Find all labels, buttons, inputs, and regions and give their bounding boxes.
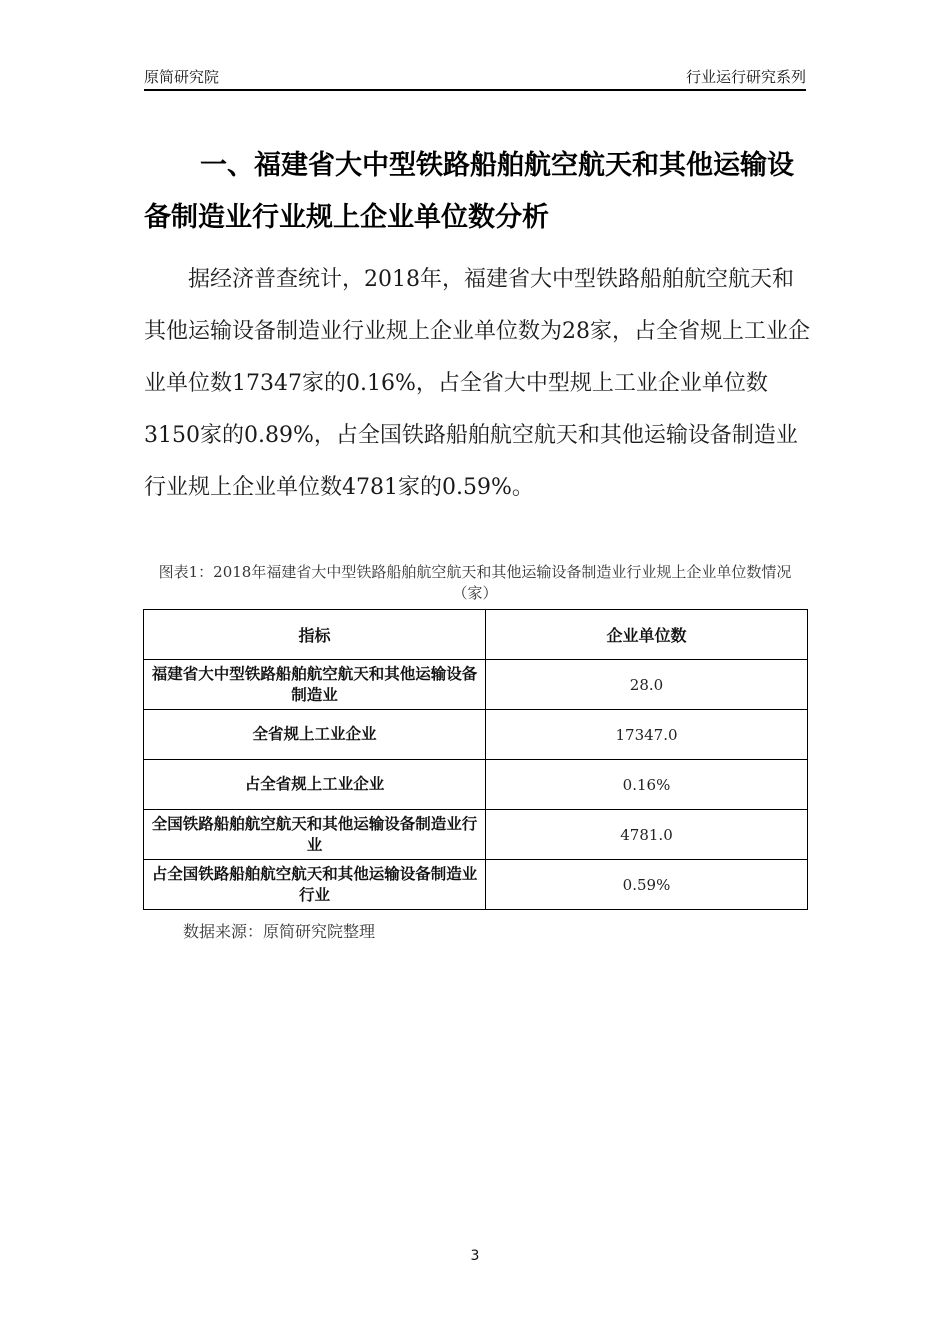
- page-number: 3: [470, 1248, 480, 1264]
- table-row: [144, 760, 808, 810]
- row-label: 福建省大中型铁路船舶航空航天和其他运输设备制造业: [144, 660, 486, 710]
- table-header-row: [144, 610, 808, 660]
- table-caption: 图表1：2018年福建省大中型铁路船舶航空航天和其他运输设备制造业行业规上企业单位数情况（家）: [158, 563, 792, 602]
- table-row: [144, 810, 808, 860]
- row-value: 4781.0: [486, 810, 808, 860]
- header-series-name: 行业运行研究系列: [685, 68, 806, 86]
- header-divider: [144, 89, 806, 91]
- header-org-name: 原简研究院: [144, 68, 220, 86]
- row-label: 全国铁路船舶航空航天和其他运输设备制造业行业: [144, 810, 486, 860]
- column-header-count: 企业单位数: [486, 610, 808, 660]
- row-value: 0.16%: [486, 760, 808, 810]
- row-value: 17347.0: [486, 710, 808, 760]
- row-value: 0.59%: [486, 860, 808, 910]
- table-row: [144, 860, 808, 910]
- row-label: 全省规上工业企业: [144, 710, 486, 760]
- data-source-note: 数据来源：原简研究院整理: [183, 922, 376, 941]
- row-label: 占全国铁路船舶航空航天和其他运输设备制造业行业: [144, 860, 486, 910]
- section-heading: 一、福建省大中型铁路船舶航空航天和其他运输设备制造业行业规上企业单位数分析: [144, 150, 794, 233]
- data-table: [143, 609, 808, 910]
- table-row: [144, 660, 808, 710]
- table-row: [144, 710, 808, 760]
- row-label: 占全省规上工业企业: [144, 760, 486, 810]
- row-value: 28.0: [486, 660, 808, 710]
- body-paragraph: 据经济普查统计，2018年，福建省大中型铁路船舶航空航天和其他运输设备制造业行业规上企业单位数为28家，占全省规上工业企业单位数17347家的0.16%，占全省大中型规上工业企业单位数3150家的0.89%，占全国铁路船舶航空航天和其他运输设备制造业行业规上企业单位数4781家的0.59%。: [144, 267, 810, 500]
- column-header-indicator: 指标: [144, 610, 486, 660]
